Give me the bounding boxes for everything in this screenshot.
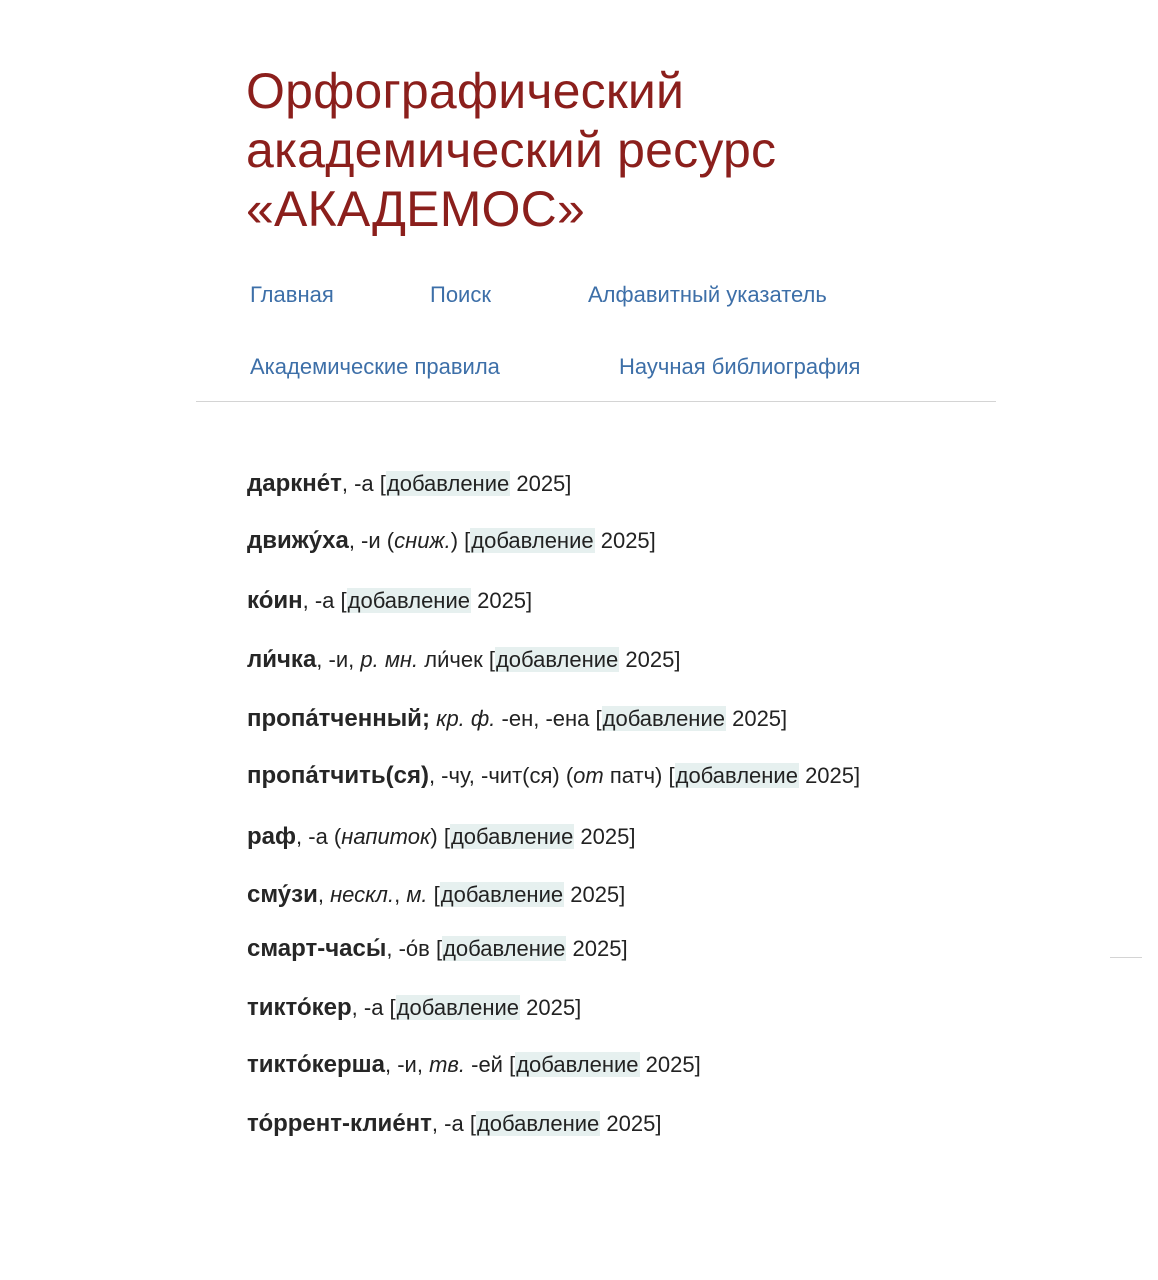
entry-headword: ли́чка [247,646,317,673]
entry-tag-bracket: [ [464,528,471,553]
entry-tag-bracket: [ [668,763,675,788]
entry-addition-tag: добавление [396,995,520,1020]
dictionary-entry [247,1110,661,1138]
entry-addition-year: 2025] [510,471,572,496]
entry-addition-tag: добавление [495,647,619,672]
dictionary-entry [247,1051,701,1079]
entry-addition-year: 2025] [619,647,681,672]
entry-forms: , -а ( [296,824,342,849]
entry-tag-bracket: [ [443,824,450,849]
nav-link-bibliography[interactable]: Научная библиография [619,354,861,379]
entry-addition-year: 2025] [798,763,861,788]
entry-grammar-note: сниж. [394,528,451,553]
entry-grammar-note: тв. [429,1052,465,1077]
dictionary-entry [247,646,680,674]
dictionary-entry [247,881,625,909]
entry-forms: , -а [431,1111,470,1136]
dictionary-entry [247,470,571,498]
site-title-line-3: «АКАДЕМОС» [246,181,585,237]
entry-forms: , -и ( [348,528,395,553]
entry-addition-tag: добавление [516,1052,639,1077]
entry-forms: , -и, [316,647,361,672]
entry-tag-bracket: [ [488,647,495,672]
entry-addition-year: 2025] [594,528,656,553]
entry-addition-year: 2025] [600,1111,662,1136]
dictionary-entry [247,994,581,1022]
entry-headword: пропа́тчить(ся) [247,762,429,789]
dictionary-entry [247,762,860,790]
entry-addition-tag: добавление [675,763,798,788]
side-divider [1110,957,1142,958]
entry-addition-year: 2025] [574,824,636,849]
dictionary-entry [247,527,656,555]
entry-tag-bracket: [ [469,1111,476,1136]
entry-addition-tag: добавление [476,1111,600,1136]
entry-headword: смарт-часы́ [247,935,387,962]
nav-link-alphabetical-index[interactable]: Алфавитный указатель [588,282,827,307]
entry-tag-bracket: [ [435,936,443,961]
entry-addition-tag: добавление [471,528,594,553]
entry-addition-year: 2025] [725,706,788,731]
site-title-line-2: академический ресурс [246,122,777,178]
entry-grammar-note: нескл. [330,882,395,907]
entry-headword: движу́ха [247,527,349,554]
entry-tag-bracket: [ [379,471,386,496]
entry-headword: тикто́керша [247,1051,385,1078]
entry-forms: -ей [465,1052,510,1077]
entry-forms: , [317,882,331,907]
entry-addition-tag: добавление [450,824,574,849]
entry-forms: , -а [302,588,341,613]
entry-headword: тикто́кер [247,994,352,1021]
entry-forms: ) [450,528,465,553]
entry-forms: патч) [603,763,669,788]
dictionary-entry [247,935,628,963]
header-divider [196,401,996,402]
entry-forms: ли́чек [418,647,489,672]
entry-forms: , -а [341,471,380,496]
entry-headword: пропа́тченный; [247,705,430,732]
entry-grammar-note: м. [406,882,428,907]
site-title-line-1: Орфографический [246,63,685,119]
nav-link-search[interactable]: Поиск [430,282,491,307]
entry-forms: ) [430,824,444,849]
entry-tag-bracket: [ [509,1052,516,1077]
entry-addition-year: 2025] [639,1052,701,1077]
entry-headword: ко́ин [247,587,303,614]
entry-grammar-note: напиток [341,824,431,849]
entry-addition-year: 2025] [566,936,628,961]
entry-addition-year: 2025] [470,588,533,613]
entry-addition-year: 2025] [564,882,626,907]
entry-tag-bracket: [ [340,588,347,613]
entry-addition-tag: добавление [602,706,725,731]
entry-grammar-note: р. мн. [360,647,419,672]
entry-grammar-note: кр. ф. [436,706,496,731]
entry-forms: , -о́в [386,936,436,961]
entry-addition-tag: добавление [440,882,564,907]
entry-headword: сму́зи [247,881,318,908]
entry-grammar-note: от [573,763,604,788]
site-title [246,62,966,239]
entry-addition-tag: добавление [347,588,470,613]
entry-tag-bracket: [ [595,706,602,731]
entry-forms: , -и, [385,1052,430,1077]
entry-headword: раф [247,823,297,850]
dictionary-entry [247,587,532,615]
dictionary-entry [247,705,787,733]
dictionary-entry [247,823,635,851]
entry-headword: то́ррент-клие́нт [247,1110,432,1137]
entry-tag-bracket: [ [389,995,396,1020]
entry-addition-tag: добавление [386,471,510,496]
entry-tag-bracket: [ [433,882,440,907]
entry-forms: , [394,882,407,907]
entry-addition-year: 2025] [520,995,582,1020]
entry-addition-tag: добавление [443,936,566,961]
entry-headword: даркне́т [247,470,342,497]
entry-forms: , -а [351,995,390,1020]
nav-link-home[interactable]: Главная [250,282,334,307]
entry-forms: -ен, -ена [495,706,596,731]
nav-link-academic-rules[interactable]: Академические правила [250,354,500,379]
entry-forms: , -чу, -чит(ся) ( [428,763,574,788]
